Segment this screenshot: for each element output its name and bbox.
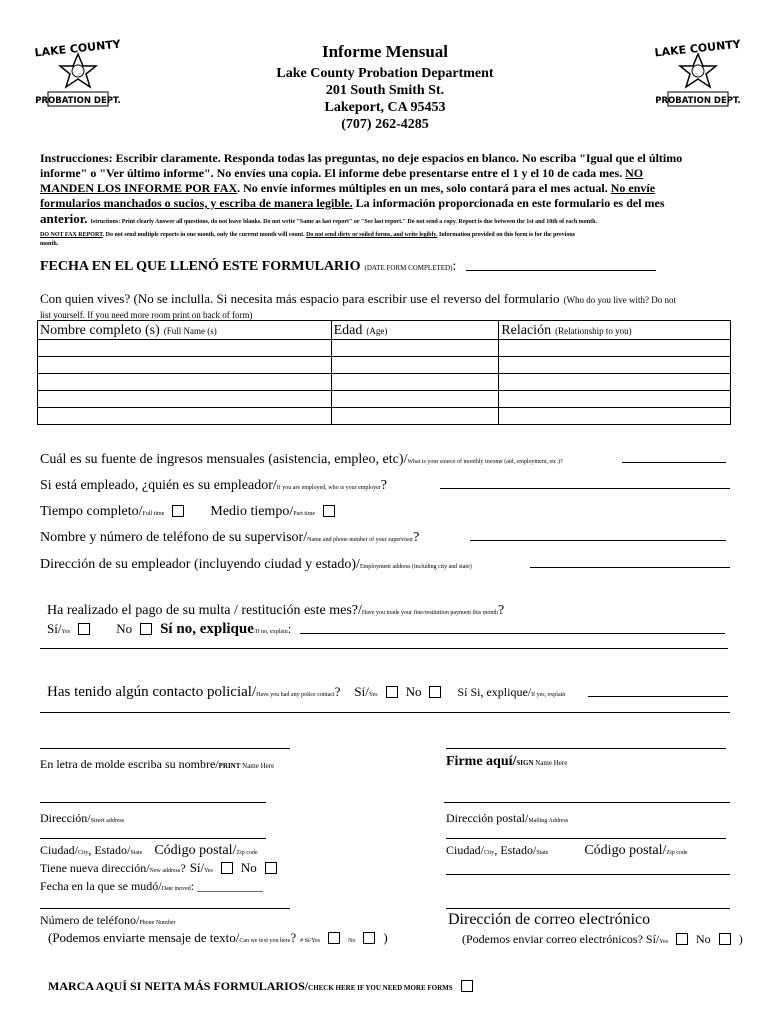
mailing-address-field[interactable] [444,802,730,803]
age-cell[interactable] [331,357,499,374]
new-address-yes-checkbox[interactable] [221,862,233,874]
new-address-row: Tiene nueva dirección/New address? Sí/Yes No [40,859,281,877]
instructions-english-line-2: DO NOT FAX REPORT. Do not send multiple reports in one month, only the current month will count. Do not send dirty or soiled forms, and write legibly. Information provided on this form is for the previous [40,232,575,238]
employer-row: Si está empleado, ¿quién es su empleador/If you are employed, who is your employer? [40,478,387,493]
text-permission-row: (Podemos enviarte mensaje de texto/Can we text you here? # Sí/Yes No ) [48,930,388,945]
table-row [38,340,731,357]
email-label: Dirección de correo electrónico [448,911,651,928]
mailing-extra-field[interactable] [446,874,730,875]
column-full-name: Nombre completo (s) (Full Name (s) [38,321,332,340]
svg-text:PROBATION DEPT.: PROBATION DEPT. [655,96,741,106]
age-cell[interactable] [331,340,499,357]
fine-answer-row: Sí/Yes No Sí no, explique/If no, explain: [47,621,292,637]
date-moved-row: Fecha en la que se mudó/Date moved: ___________ [40,879,264,893]
table-row [38,408,731,425]
table-row [38,357,731,374]
svg-text:LAKE COUNTY: LAKE COUNTY [653,37,742,60]
date-completed-row: FECHA EN EL QUE LLENÓ ESTE FORMULARIO (DATE FORM COMPLETED): [40,259,457,274]
relationship-cell[interactable] [499,357,731,374]
form-title: Informe Mensual [321,42,449,61]
email-permission-row: (Podemos enviar correo electrónicos? Sí/Yes No ) [462,932,743,946]
part-time-checkbox[interactable] [323,505,335,517]
supervisor-row: Nombre y número de teléfono de su supervisor/Name and phone number of your supervisor? [40,530,420,545]
fine-explain-field-2[interactable] [40,648,728,649]
department-phone: (707) 262-4285 [341,117,429,132]
department-street: 201 South Smith St. [325,83,445,98]
fine-explain-field[interactable] [300,633,725,634]
police-no-checkbox[interactable] [429,686,441,698]
email-yes-checkbox[interactable] [676,933,688,945]
name-cell[interactable] [38,374,332,391]
print-name-field[interactable] [40,748,290,749]
department-name: Lake County Probation Department [276,66,494,81]
mailing-address-label: Dirección postal/Mailing Address [446,811,569,825]
employment-type-row: Tiempo completo/Full time Medio tiempo/Part time [40,502,339,520]
mailing-city-state-zip-label: Ciudad/City, Estado/State Código postal/Zip code [446,843,688,858]
table-row [38,374,731,391]
name-cell[interactable] [38,408,332,425]
phone-number-label: Número de teléfono/Phone Number [40,913,176,927]
relationship-cell[interactable] [499,340,731,357]
instructions-line-2: informe" o "Ver último informe". No envíes una copia. El informe debe presentarse entre el 1 y el 10 de cada mes. NO [40,166,644,180]
table-row [38,391,731,408]
more-forms-checkbox[interactable] [461,980,473,992]
relationship-cell[interactable] [499,374,731,391]
fine-no-checkbox[interactable] [140,623,152,635]
full-time-checkbox[interactable] [172,505,184,517]
fine-question-row: Ha realizado el pago de su multa / restitución este mes?/Have you made your fine/restitution payment this month? [47,603,505,618]
name-cell[interactable] [38,357,332,374]
svg-text:LAKE COUNTY: LAKE COUNTY [33,37,122,60]
email-no-checkbox[interactable] [719,933,731,945]
signature-field[interactable] [446,748,726,749]
name-cell[interactable] [38,391,332,408]
more-forms-row: MARCA AQUÍ SI NEITA MÁS FORMULARIOS/CHECK HERE IF YOU NEED MORE FORMS [48,977,477,995]
department-city: Lakeport, CA 95453 [324,100,446,115]
age-cell[interactable] [331,391,499,408]
relationship-cell[interactable] [499,391,731,408]
mailing-city-state-zip-field[interactable] [446,838,726,839]
employer-address-field[interactable] [530,567,730,568]
date-completed-field[interactable] [466,270,656,271]
supervisor-field[interactable] [470,540,726,541]
signature-label: Firme aquí/SIGN Name Here [446,754,568,769]
street-address-label: Dirección/Street address [40,811,125,825]
instructions-line-4: formularios manchados o sucios, y escriba de manera legible. La información proporcionada en este formulario es del mes [40,196,665,210]
instructions-line-5: anterior. Istructions: Print clearly Answer all questions, do not leave blanks. Do not write "Same as last report" or "See last report." Do not send a copy. Report is due between the 1st and 10th of each month. [40,211,597,226]
city-state-zip-field[interactable] [40,838,266,839]
text-no-checkbox[interactable] [363,932,375,944]
police-explain-field-2[interactable] [40,712,730,713]
instructions-english-line-3: month. [40,241,59,247]
phone-number-field[interactable] [40,908,290,909]
household-header-row [38,321,731,340]
street-address-field[interactable] [40,802,266,803]
instructions-block [40,151,732,249]
police-contact-row: Has tenido algún contacto policial/Have you had any police contact? Sí/Yes No Sí Si, explique/If yes, explain [47,684,566,700]
instructions-line-3: MANDEN LOS INFORME POR FAX. No envíe informes múltiples en un mes, solo contará para el mes actual. No envíe [40,181,656,195]
email-field[interactable] [446,908,730,909]
income-source-row: Cuál es su fuente de ingresos mensuales (asistencia, empleo, etc)/What is your source of monthly income (aid, employment, etc.)? [40,452,563,467]
column-relationship: Relación (Relationship to you) [499,321,731,340]
new-address-no-checkbox[interactable] [265,862,277,874]
relationship-cell[interactable] [499,408,731,425]
print-name-label: En letra de molde escriba su nombre/PRINT Name Here [40,757,275,771]
instructions-line-1: Instrucciones: Escribir claramente. Responda todas las preguntas, no deje espacios en blanco. No escriba "Igual que el último [40,151,683,165]
fine-yes-checkbox[interactable] [78,623,90,635]
employer-field[interactable] [440,488,730,489]
household-table [37,320,731,425]
police-explain-field[interactable] [588,696,728,697]
city-state-zip-label: Ciudad/City, Estado/State Código postal/Zip code [40,843,258,858]
police-yes-checkbox[interactable] [386,686,398,698]
age-cell[interactable] [331,408,499,425]
svg-text:PROBATION DEPT.: PROBATION DEPT. [35,96,121,106]
name-cell[interactable] [38,340,332,357]
income-source-field[interactable] [622,462,726,463]
employer-address-row: Dirección de su empleador (incluyendo ciudad y estado)/Employment address (including city and state) [40,557,472,572]
age-cell[interactable] [331,374,499,391]
column-age: Edad (Age) [331,321,499,340]
text-yes-checkbox[interactable] [328,932,340,944]
household-question: Con quien vives? (No se inclulla. Si necesita más espacio para escribir use el reverso del formulario (Who do you live with? Do not list yourself. If you need more room print on back of form) [40,291,676,320]
